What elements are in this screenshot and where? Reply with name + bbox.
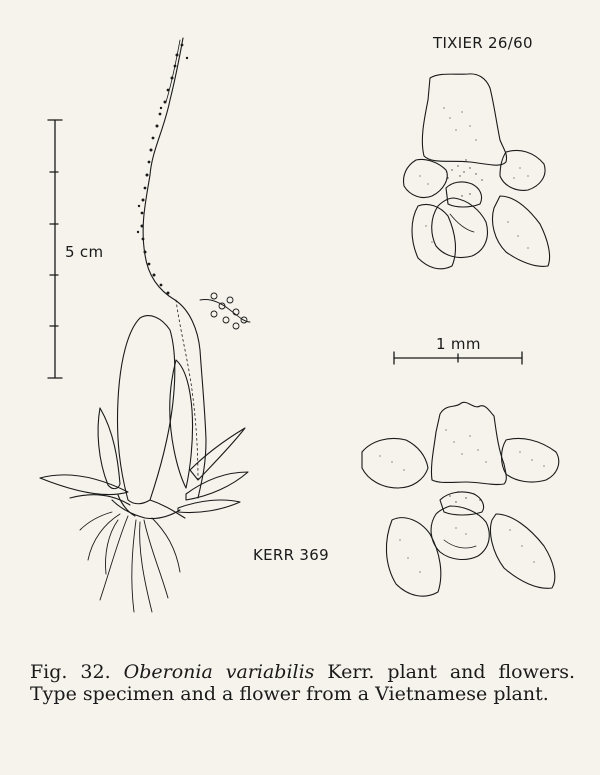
scale-bar-5cm bbox=[48, 120, 62, 378]
plant-drawing bbox=[40, 38, 250, 612]
caption-species-name: Oberonia variabilis bbox=[123, 661, 315, 683]
scale-label-5cm: 5 cm bbox=[65, 243, 104, 261]
caption-text: Kerr. plant and flowers. Type specimen and a flower from a Vietnamese plant. bbox=[30, 661, 576, 705]
caption-figure-number: Fig. 32. bbox=[30, 661, 111, 683]
specimen-label-kerr: KERR 369 bbox=[253, 546, 329, 564]
specimen-label-tixier: TIXIER 26/60 bbox=[433, 34, 533, 52]
flower-kerr bbox=[362, 402, 559, 596]
scale-bar-1mm bbox=[394, 352, 522, 364]
figure-caption bbox=[30, 661, 575, 705]
scale-label-1mm: 1 mm bbox=[436, 335, 481, 353]
flower-tixier bbox=[404, 74, 550, 269]
